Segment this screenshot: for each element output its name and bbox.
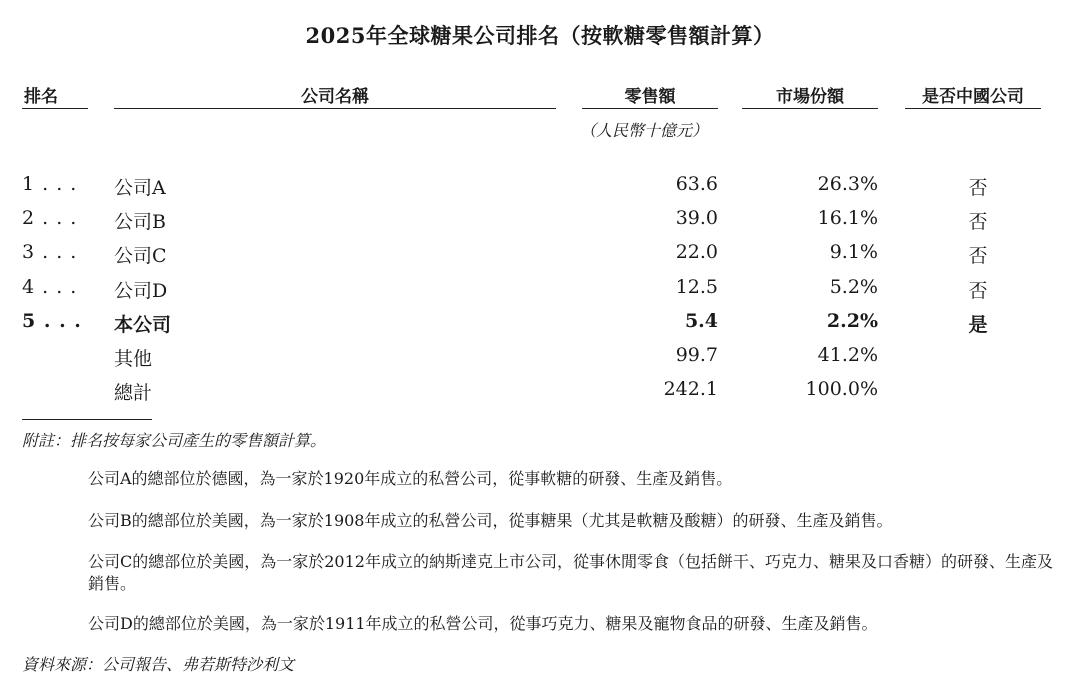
unit-label: （人民幣十億元） xyxy=(580,121,709,140)
retail-cell: 99.7 xyxy=(675,344,718,366)
rank-cell: 1 . . . xyxy=(22,173,78,195)
note-company-c: 公司C的總部位於美國，為一家於2012年成立的納斯達克上市公司，從事休閒零食（包括餅干、巧克力、糖果及口香糖）的研發、生產及銷售。 xyxy=(88,552,1053,593)
note-company-d: 公司D的總部位於美國，為一家於1911年成立的私營公司，從事巧克力、糖果及寵物食品的研發、生產及銷售。 xyxy=(88,614,878,633)
source-line: 資料來源：公司報告、弗若斯特沙利文 xyxy=(22,655,295,674)
china-cell: 否 xyxy=(968,280,988,302)
header-rank: 排名 xyxy=(24,87,58,107)
company-cell: 本公司 xyxy=(114,314,172,336)
retail-cell: 39.0 xyxy=(675,207,718,229)
retail-cell: 5.4 xyxy=(684,310,718,332)
retail-cell: 12.5 xyxy=(675,276,718,298)
china-cell: 否 xyxy=(968,211,988,233)
table-row xyxy=(0,276,1080,308)
china-cell: 否 xyxy=(968,177,988,199)
table-row-own-company xyxy=(0,310,1080,342)
table-title: 2025年全球糖果公司排名（按軟糖零售額計算） xyxy=(305,23,775,48)
share-cell: 5.2% xyxy=(829,276,878,298)
header-retail: 零售額 xyxy=(624,87,676,107)
share-cell: 100.0% xyxy=(805,378,878,400)
table-row xyxy=(0,241,1080,273)
header-rule xyxy=(582,108,718,109)
company-cell: 公司A xyxy=(114,177,166,199)
note-company-a: 公司A的總部位於德國，為一家於1920年成立的私營公司，從事軟糖的研發、生產及銷售。 xyxy=(88,469,733,488)
company-cell: 其他 xyxy=(114,348,153,370)
table-row-total xyxy=(0,378,1080,410)
share-cell: 9.1% xyxy=(829,241,878,263)
company-cell: 公司D xyxy=(114,280,168,302)
table-row-others xyxy=(0,344,1080,376)
header-china: 是否中國公司 xyxy=(922,87,1024,107)
share-cell: 16.1% xyxy=(817,207,878,229)
company-cell: 總計 xyxy=(114,382,153,404)
rank-cell: 3 . . . xyxy=(22,241,78,263)
retail-cell: 22.0 xyxy=(675,241,718,263)
rank-cell: 2 . . . xyxy=(22,207,78,229)
table-row xyxy=(0,173,1080,205)
table-row xyxy=(0,207,1080,239)
rank-cell: 5 . . . xyxy=(22,310,82,332)
china-cell: 是 xyxy=(968,314,988,336)
share-cell: 41.2% xyxy=(817,344,878,366)
header-share: 市場份額 xyxy=(776,87,844,107)
company-cell: 公司B xyxy=(114,211,166,233)
note-company-b: 公司B的總部位於美國，為一家於1908年成立的私營公司，從事糖果（尤其是軟糖及酸糖）的研發、生產及銷售。 xyxy=(88,511,893,530)
notes-divider xyxy=(22,419,152,420)
header-rule xyxy=(114,108,556,109)
rank-cell: 4 . . . xyxy=(22,276,78,298)
header-company: 公司名稱 xyxy=(301,87,369,107)
header-rule xyxy=(905,108,1041,109)
header-rule xyxy=(22,108,88,109)
header-rule xyxy=(742,108,878,109)
share-cell: 26.3% xyxy=(817,173,878,195)
share-cell: 2.2% xyxy=(826,310,878,332)
company-cell: 公司C xyxy=(114,245,167,267)
retail-cell: 242.1 xyxy=(663,378,718,400)
retail-cell: 63.6 xyxy=(675,173,718,195)
china-cell: 否 xyxy=(968,245,988,267)
note-heading: 附註：排名按每家公司產生的零售額計算。 xyxy=(22,431,327,450)
